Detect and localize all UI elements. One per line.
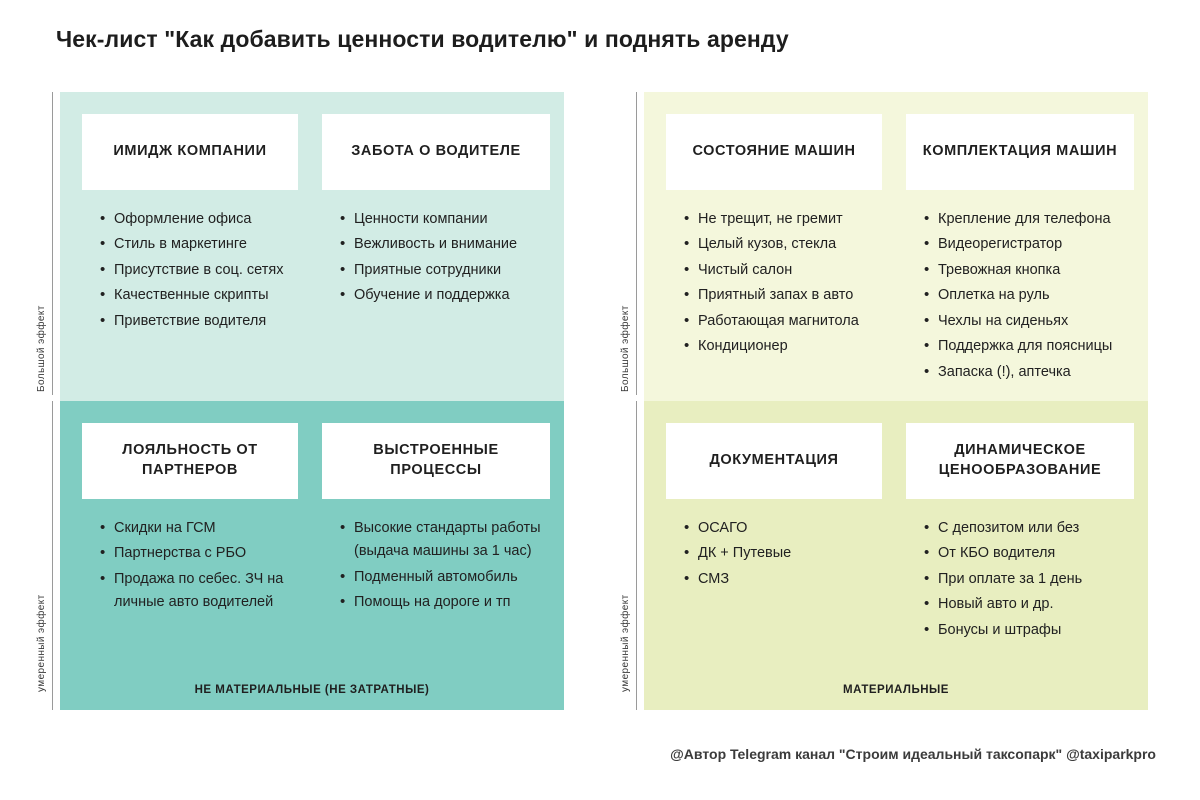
list-item: • Вежливость и внимание [340, 233, 550, 256]
list-item: • Продажа по себес. ЗЧ на личные авто водителей [100, 568, 298, 615]
list-item: • Скидки на ГСМ [100, 517, 298, 540]
list-item: • Ценности компании [340, 208, 550, 231]
list-item: • Запаска (!), аптечка [924, 361, 1134, 384]
list-item: • Присутствие в соц. сетях [100, 259, 298, 282]
panel-material-high [644, 92, 1148, 401]
quadrant-column-material [620, 92, 1148, 710]
cell-processes [312, 423, 564, 617]
list-item: • Оформление офиса [100, 208, 298, 231]
panel-material-moderate [644, 401, 1148, 710]
cell-list [322, 517, 550, 615]
list-item: • Чехлы на сиденьях [924, 310, 1134, 333]
list-item: • Кондиционер [684, 335, 882, 358]
cell-title: ИМИДЖ КОМПАНИИ [82, 114, 298, 190]
list-item: • Высокие стандарты работы (выдача машины за 1 час) [340, 517, 550, 564]
list-item: • Целый кузов, стекла [684, 233, 882, 256]
cell-title: ВЫСТРОЕННЫЕ ПРОЦЕССЫ [322, 423, 550, 499]
axis-labels-left [36, 92, 58, 710]
axis-rule-bottom [52, 401, 53, 710]
axis-label-moderate-effect: умеренный эффект [620, 594, 631, 692]
panel-non-material-moderate [60, 401, 564, 710]
cell-car-equipment [896, 114, 1148, 386]
cell-list [666, 517, 882, 591]
cell-driver-care [312, 114, 564, 335]
panel-non-material-high [60, 92, 564, 401]
list-item: • Приятные сотрудники [340, 259, 550, 282]
cell-title: ЗАБОТА О ВОДИТЕЛЕ [322, 114, 550, 190]
list-item: • Обучение и поддержка [340, 284, 550, 307]
author-credit: @Автор Telegram канал "Строим идеальный таксопарк" @taxiparkpro [670, 746, 1156, 762]
axis-label-high-effect: Большой эффект [620, 305, 631, 392]
list-item: • Подменный автомобиль [340, 566, 550, 589]
cell-title: КОМПЛЕКТАЦИЯ МАШИН [906, 114, 1134, 190]
list-item: • Поддержка для поясницы [924, 335, 1134, 358]
cell-list [666, 208, 882, 359]
list-item: • Приятный запах в авто [684, 284, 882, 307]
axis-label-high-effect: Большой эффект [36, 305, 47, 392]
cell-dynamic-pricing [896, 423, 1148, 644]
list-item: • Оплетка на руль [924, 284, 1134, 307]
list-item: • Качественные скрипты [100, 284, 298, 307]
axis-rule-top [636, 92, 637, 395]
axis-rule-bottom [636, 401, 637, 710]
list-item: • Партнерства с РБО [100, 542, 298, 565]
list-item: • Стиль в маркетинге [100, 233, 298, 256]
cell-list [906, 208, 1134, 384]
list-item: • От КБО водителя [924, 542, 1134, 565]
panel-footer-non-material: НЕ МАТЕРИАЛЬНЫЕ (НЕ ЗАТРАТНЫЕ) [194, 684, 430, 696]
list-item: • Видеорегистратор [924, 233, 1134, 256]
list-item: • Приветствие водителя [100, 310, 298, 333]
cell-list [906, 517, 1134, 642]
page-title: Чек-лист "Как добавить ценности водителю" и поднять аренду [56, 26, 789, 52]
list-item: • Бонусы и штрафы [924, 619, 1134, 642]
axis-labels-right [620, 92, 642, 710]
list-item: • Крепление для телефона [924, 208, 1134, 231]
cell-title: ЛОЯЛЬНОСТЬ ОТ ПАРТНЕРОВ [82, 423, 298, 499]
quadrant-column-non-material [36, 92, 564, 710]
list-item: • При оплате за 1 день [924, 568, 1134, 591]
list-item: • С депозитом или без [924, 517, 1134, 540]
list-item: • Не трещит, не гремит [684, 208, 882, 231]
cell-list [82, 517, 298, 615]
list-item: • Работающая магнитола [684, 310, 882, 333]
cell-image-company [60, 114, 312, 335]
panel-footer-material: МАТЕРИАЛЬНЫЕ [843, 684, 949, 696]
list-item: • Помощь на дороге и тп [340, 591, 550, 614]
cell-car-condition [644, 114, 896, 386]
cell-title: ДИНАМИЧЕСКОЕ ЦЕНООБРАЗОВАНИЕ [906, 423, 1134, 499]
cell-list [322, 208, 550, 308]
cell-title: ДОКУМЕНТАЦИЯ [666, 423, 882, 499]
cell-documentation [644, 423, 896, 644]
axis-label-moderate-effect: умеренный эффект [36, 594, 47, 692]
cell-title: СОСТОЯНИЕ МАШИН [666, 114, 882, 190]
cell-list [82, 208, 298, 333]
list-item: • ДК + Путевые [684, 542, 882, 565]
axis-rule-top [52, 92, 53, 395]
list-item: • СМЗ [684, 568, 882, 591]
cell-partner-loyalty [60, 423, 312, 617]
list-item: • Тревожная кнопка [924, 259, 1134, 282]
list-item: • ОСАГО [684, 517, 882, 540]
list-item: • Чистый салон [684, 259, 882, 282]
list-item: • Новый авто и др. [924, 593, 1134, 616]
